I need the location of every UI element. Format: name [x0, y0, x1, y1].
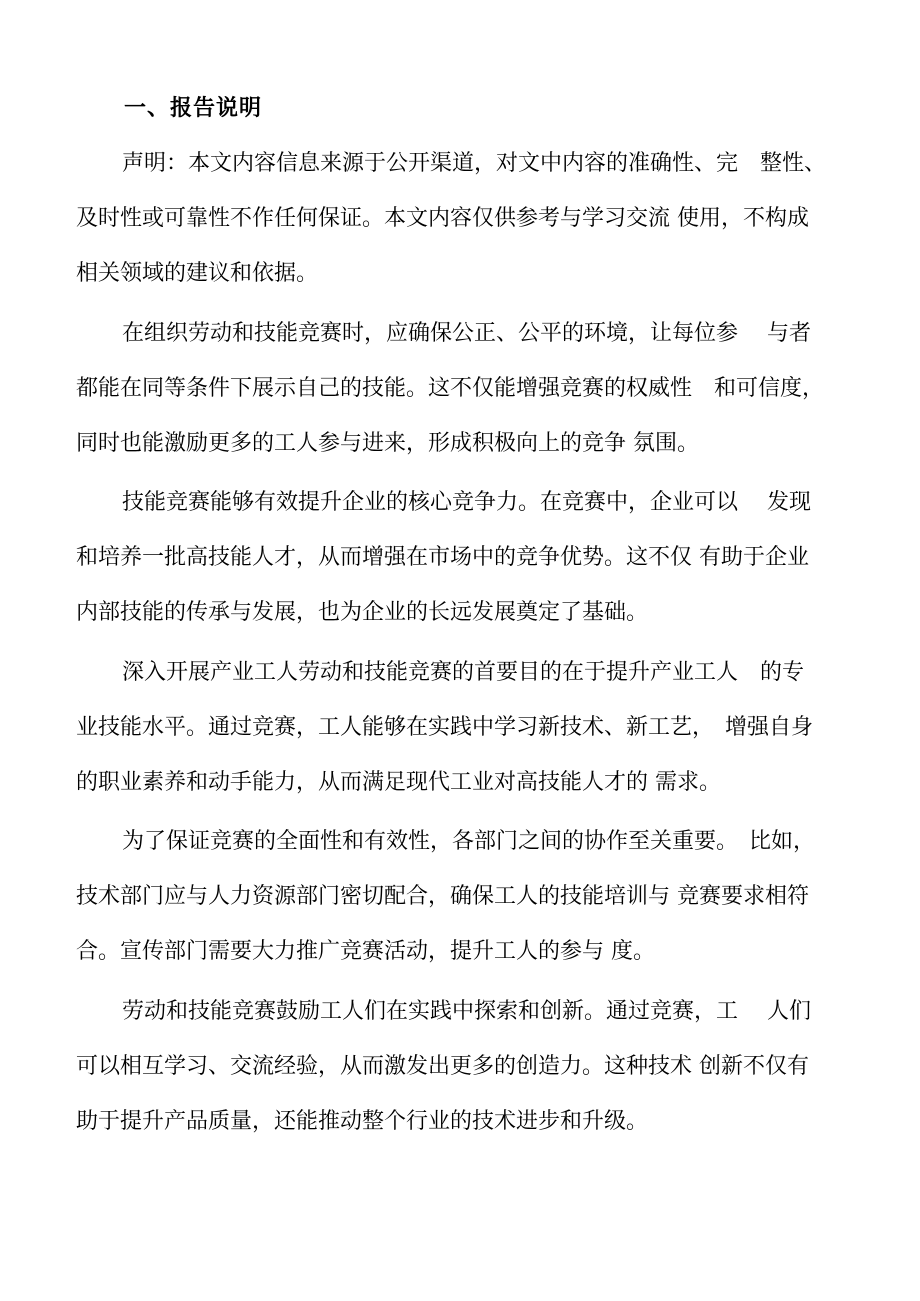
paragraph-line: 合。宣传部门需要大力推广竞赛活动，提升工人的参与 度。 [76, 939, 655, 964]
paragraph-line: 和培养一批高技能人才，从而增强在市场中的竞争优势。这不仅 有助于企业 [76, 545, 809, 570]
paragraph-line: 业技能水平。通过竞赛，工人能够在实践中学习新技术、新工艺， 增强自身 [76, 715, 814, 740]
section-heading: 一、报告说明 [124, 95, 263, 121]
paragraph-line: 助于提升产品质量，还能推动整个行业的技术进步和升级。 [76, 1109, 649, 1134]
paragraph-line: 都能在同等条件下展示自己的技能。这不仅能增强竞赛的权威性 和可信度， [76, 376, 825, 401]
paragraph-line: 在组织劳动和技能竞赛时，应确保公正、公平的环境，让每位参 与者 [122, 321, 811, 346]
paragraph-line: 技能竞赛能够有效提升企业的核心竞争力。在竞赛中，企业可以 发现 [122, 490, 811, 515]
paragraph-line: 可以相互学习、交流经验，从而激发出更多的创造力。这种技术 创新不仅有 [76, 1054, 809, 1079]
paragraph-line: 劳动和技能竞赛鼓励工人们在实践中探索和创新。通过竞赛，工 人们 [122, 999, 811, 1024]
paragraph-line: 为了保证竞赛的全面性和有效性，各部门之间的协作至关重要。 比如， [122, 829, 816, 854]
paragraph-line: 同时也能激励更多的工人参与进来，形成积极向上的竞争 氛围。 [76, 431, 699, 456]
paragraph-line: 的职业素养和动手能力，从而满足现代工业对高技能人才的 需求。 [76, 770, 721, 795]
paragraph-line: 深入开展产业工人劳动和技能竞赛的首要目的在于提升产业工人 的专 [122, 660, 805, 685]
paragraph-line: 内部技能的传承与发展，也为企业的长远发展奠定了基础。 [76, 600, 649, 625]
paragraph-line: 声明：本文内容信息来源于公开渠道，对文中内容的准确性、完 整性、 [122, 151, 827, 176]
paragraph-line: 及时性或可靠性不作任何保证。本文内容仅供参考与学习交流 使用，不构成 [76, 206, 809, 231]
paragraph-line: 相关领域的建议和依据。 [76, 261, 319, 286]
paragraph-line: 技术部门应与人力资源部门密切配合，确保工人的技能培训与 竞赛要求相符 [76, 884, 809, 909]
